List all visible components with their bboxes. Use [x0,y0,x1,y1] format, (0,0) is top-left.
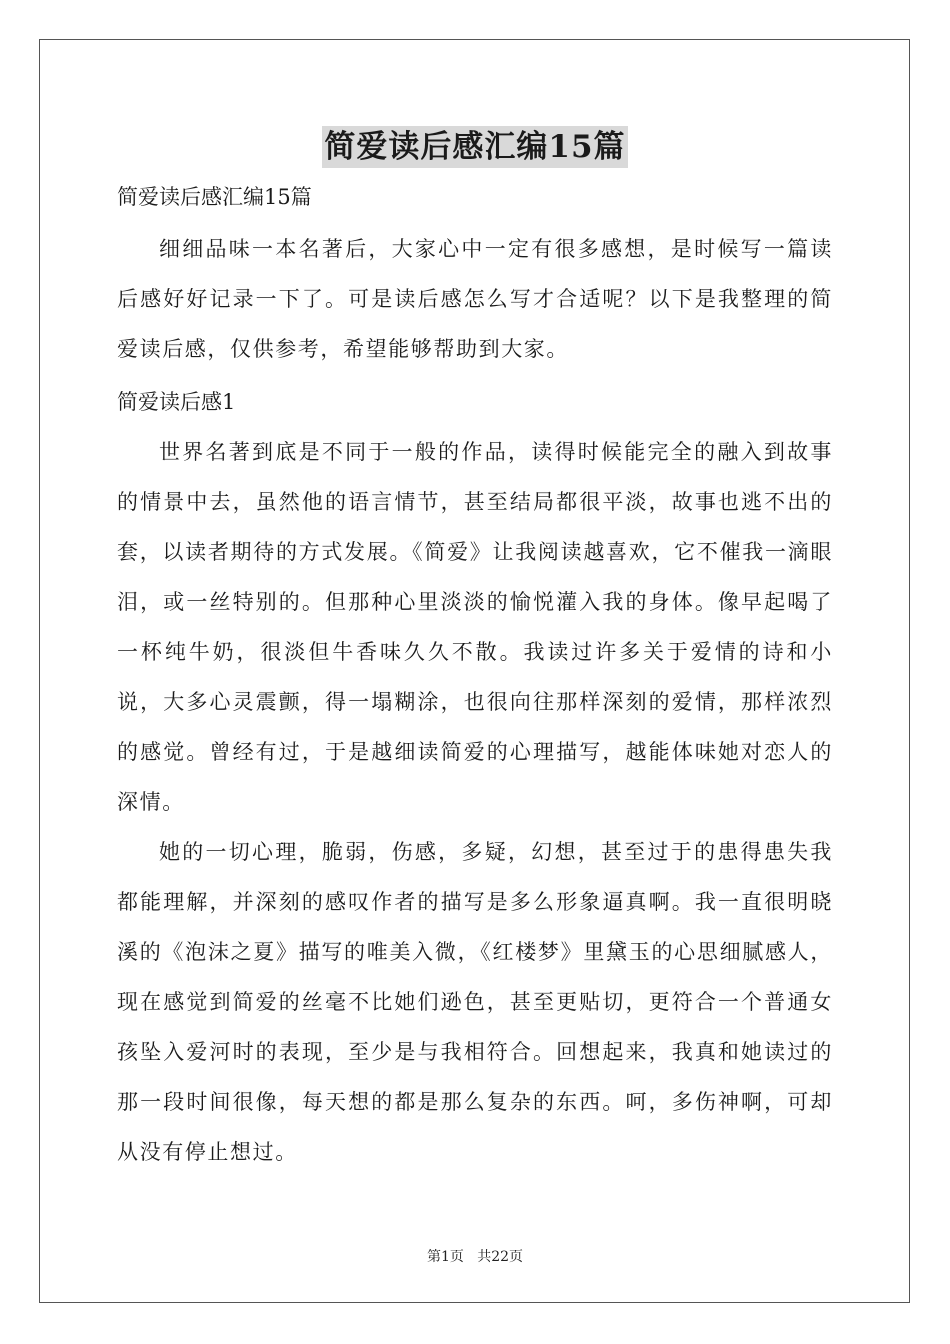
document-subtitle: 简爱读后感汇编15篇 [117,185,312,209]
page-footer: 第1页 共22页 [426,1249,524,1265]
body-paragraph-1: 世界名著到底是不同于一般的作品，读得时候能完全的融入到故事的情景中去，虽然他的语言情节，甚至结局都很平淡，故事也逃不出的套，以读者期待的方式发展。《简爱》让我阅读越喜欢，它不催我一滴眼泪，或一丝特别的。但那种心里淡淡的愉悦灌入我的身体。像早起喝了一杯纯牛奶，很淡但牛香味久久不散。我读过许多关于爱情的诗和小说，大多心灵震颤，得一塌糊涂，也很向往那样深刻的爱情，那样浓烈的感觉。曾经有过，于是越细读简爱的心理描写，越能体味她对恋人的深情。 [117,440,833,814]
intro-paragraph: 细细品味一本名著后，大家心中一定有很多感想，是时候写一篇读后感好好记录一下了。可是读后感怎么写才合适呢？以下是我整理的简爱读后感，仅供参考，希望能够帮助到大家。 [117,237,833,361]
body-paragraph-2: 她的一切心理，脆弱，伤感，多疑，幻想，甚至过于的患得患失我都能理解，并深刻的感叹作者的描写是多么形象逼真啊。我一直很明晓溪的《泡沫之夏》描写的唯美入微，《红楼梦》里黛玉的心思细腻感人，现在感觉到简爱的丝毫不比她们逊色，甚至更贴切，更符合一个普通女孩坠入爱河时的表现，至少是与我相符合。回想起来，我真和她读过的那一段时间很像，每天想的都是那么复杂的东西。呵，多伤神啊，可却从没有停止想过。 [117,840,833,1164]
document-body [117,181,833,1177]
section-heading: 简爱读后感1 [117,390,236,414]
document-title: 简爱读后感汇编15篇 [322,126,627,168]
title-container [0,126,950,168]
